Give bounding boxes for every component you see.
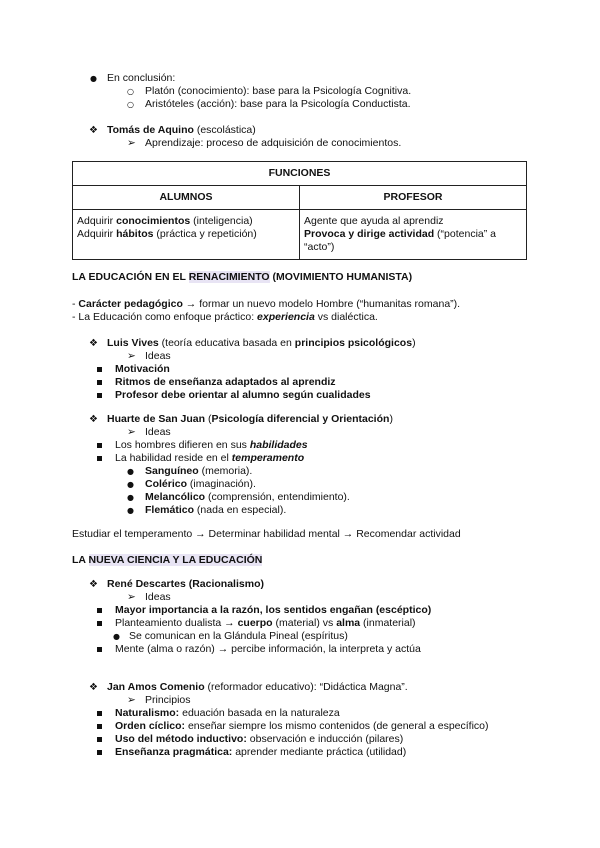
huarte-rest-pre: ( (205, 413, 212, 425)
comenio-line (107, 681, 408, 694)
square-bullet-icon (97, 711, 102, 716)
square-bullet-icon (97, 380, 102, 385)
temp-name: Flemático (145, 504, 195, 516)
huarte-conclusion: Estudiar el temperamento → Determinar habilidad mental → Recomendar actividad (72, 528, 461, 540)
comenio-item (115, 707, 340, 720)
d-i2-mid: (material) vs (272, 617, 337, 629)
funciones-table (72, 161, 527, 260)
vives-line (107, 337, 416, 350)
nueva-ciencia-heading (72, 554, 262, 567)
comenio-item-bold: Naturalismo: (115, 707, 180, 719)
square-bullet-icon (97, 456, 102, 461)
diamond-bullet-icon: ❖ (89, 682, 98, 693)
comenio-item (115, 746, 406, 759)
vives-item: Profesor debe orientar al alumno según cualidades (115, 389, 371, 401)
alumnos-l2-bold: hábitos (116, 228, 154, 240)
bullet-dot-icon: ● (113, 632, 120, 641)
ren-l2-post: vs dialéctica. (314, 311, 378, 323)
descartes-item-3: Mente (alma o razón) → percibe información, la interpreta y actúa (115, 643, 421, 655)
diamond-bullet-icon: ❖ (89, 338, 98, 349)
renacimiento-l1 (72, 298, 460, 311)
vives-rest-post: ) (412, 337, 416, 349)
temp-name: Melancólico (145, 491, 206, 503)
temp-desc: (memoria). (198, 465, 253, 477)
square-bullet-icon (97, 724, 102, 729)
profesor-l2-bold: Provoca y dirige actividad (304, 228, 435, 240)
ren-l2-bi: experiencia (257, 311, 315, 323)
nc-heading-highlight: NUEVA CIENCIA Y LA EDUCACIÓN (88, 554, 263, 566)
comenio-item-rest: observación e inducción (pilares) (246, 733, 404, 745)
temp-item (145, 491, 350, 504)
descartes-name: René Descartes (Racionalismo) (107, 578, 264, 590)
ren-l1-bold: Carácter pedagógico (78, 298, 183, 310)
ren-l1-pre: - (72, 298, 79, 310)
vives-ideas: Ideas (145, 350, 171, 362)
huarte-item-1 (115, 439, 308, 452)
aristoteles-text: Aristóteles (acción): base para la Psicología Conductista. (145, 98, 411, 110)
vives-rest-bold: principios psicológicos (294, 337, 413, 349)
huarte-i1-pre: Los hombres difieren en sus (115, 439, 250, 451)
alumnos-l2-pre: Adquirir (77, 228, 117, 240)
heading-post: (MOVIMIENTO HUMANISTA) (269, 271, 413, 283)
square-bullet-icon (97, 621, 102, 626)
temp-item (145, 504, 286, 517)
comenio-item-bold: Enseñanza pragmática: (115, 746, 233, 758)
descartes-item-2-sub: Se comunican en la Glándula Pineal (espíritus) (129, 630, 348, 642)
ren-l2-pre: - La Educación como enfoque práctico: (72, 311, 258, 323)
renacimiento-heading (72, 271, 412, 284)
huarte-line (107, 413, 393, 426)
square-bullet-icon (97, 737, 102, 742)
huarte-i1-bi: habilidades (249, 439, 308, 451)
table-title: FUNCIONES (73, 162, 527, 186)
square-bullet-icon (97, 393, 102, 398)
temp-desc: (nada en especial). (194, 504, 287, 516)
alumnos-cell (73, 210, 300, 260)
square-bullet-icon (97, 608, 102, 613)
bullet-dot-icon: ● (127, 480, 134, 489)
temp-desc: (comprensión, entendimiento). (205, 491, 350, 503)
vives-name: Luis Vives (107, 337, 159, 349)
comenio-item-rest: enseñar siempre los mismo contenidos (de general a específico) (185, 720, 489, 732)
square-bullet-icon (97, 647, 102, 652)
bullet-dot-icon: ● (127, 467, 134, 476)
alumnos-l1-bold: conocimientos (116, 215, 191, 227)
platon-text: Platón (conocimiento): base para la Psicología Cognitiva. (145, 85, 412, 97)
arrow-bullet-icon: ➢ (127, 426, 136, 438)
huarte-i2-pre: La habilidad reside en el (115, 452, 232, 464)
d-i2-pre: Planteamiento dualista → (115, 617, 238, 629)
huarte-item-2 (115, 452, 304, 465)
vives-item: Ritmos de enseñanza adaptados al aprendiz (115, 376, 336, 388)
diamond-bullet-icon: ❖ (89, 414, 98, 425)
conclusion-text: En conclusión: (107, 72, 176, 84)
huarte-rest-post: ) (389, 413, 393, 425)
aquino-name: Tomás de Aquino (107, 124, 194, 136)
descartes-item-2 (115, 617, 416, 630)
alumnos-l2-post: (práctica y repetición) (153, 228, 257, 240)
bullet-dot-icon: ● (90, 74, 97, 83)
d-i2-b1: cuerpo (237, 617, 273, 629)
temp-item (145, 465, 252, 478)
bullet-circle-icon: ○ (127, 87, 134, 96)
huarte-rest-bold: Psicología diferencial y Orientación (211, 413, 390, 425)
aquino-line (107, 124, 256, 137)
profesor-cell (300, 210, 527, 260)
profesor-l1: Agente que ayuda al aprendiz (304, 215, 444, 227)
bullet-dot-icon: ● (127, 493, 134, 502)
comenio-rest: (reformador educativo): “Didáctica Magna”. (204, 681, 408, 693)
comenio-name: Jan Amos Comenio (107, 681, 205, 693)
alumnos-l1-pre: Adquirir (77, 215, 117, 227)
col-alumnos: ALUMNOS (73, 186, 300, 210)
temp-desc: (imaginación). (187, 478, 256, 490)
comenio-item-rest: aprender mediante práctica (utilidad) (232, 746, 407, 758)
vives-item: Motivación (115, 363, 170, 375)
arrow-bullet-icon: ➢ (127, 137, 136, 149)
heading-highlight: RENACIMIENTO (188, 271, 270, 283)
vives-rest-pre: (teoría educativa basada en (158, 337, 295, 349)
diamond-bullet-icon: ❖ (89, 125, 98, 136)
square-bullet-icon (97, 750, 102, 755)
square-bullet-icon (97, 367, 102, 372)
comenio-principios: Principios (145, 694, 191, 706)
profesor-l2-post: (“potencia” a “acto”) (304, 228, 497, 253)
renacimiento-l2 (72, 311, 378, 324)
arrow-bullet-icon: ➢ (127, 694, 136, 706)
bullet-circle-icon: ○ (127, 100, 134, 109)
comenio-item-bold: Uso del método inductivo: (115, 733, 247, 745)
temp-item (145, 478, 256, 491)
d-i2-b2: alma (336, 617, 361, 629)
col-profesor: PROFESOR (300, 186, 527, 210)
bullet-dot-icon: ● (127, 506, 134, 515)
temp-name: Colérico (145, 478, 188, 490)
square-bullet-icon (97, 443, 102, 448)
huarte-ideas: Ideas (145, 426, 171, 438)
nc-heading-pre: LA (72, 554, 89, 566)
comenio-item-rest: eduación basada en la naturaleza (179, 707, 340, 719)
aquino-rest: (escolástica) (193, 124, 256, 136)
arrow-bullet-icon: ➢ (127, 591, 136, 603)
temp-name: Sanguíneo (145, 465, 199, 477)
huarte-name: Huarte de San Juan (107, 413, 206, 425)
descartes-ideas: Ideas (145, 591, 171, 603)
ren-l1-post: → formar un nuevo modelo Hombre (“humanitas romana”). (182, 298, 461, 310)
aquino-sub: Aprendizaje: proceso de adquisición de conocimientos. (145, 137, 402, 149)
huarte-i2-bi: temperamento (231, 452, 305, 464)
alumnos-l1-post: (inteligencia) (190, 215, 253, 227)
arrow-bullet-icon: ➢ (127, 350, 136, 362)
heading-pre: LA EDUCACIÓN EN EL (72, 271, 189, 283)
diamond-bullet-icon: ❖ (89, 579, 98, 590)
descartes-item-1: Mayor importancia a la razón, los sentidos engañan (escéptico) (115, 604, 432, 616)
comenio-item (115, 720, 489, 733)
d-i2-post: (inmaterial) (360, 617, 416, 629)
comenio-item-bold: Orden cíclico: (115, 720, 186, 732)
comenio-item (115, 733, 403, 746)
